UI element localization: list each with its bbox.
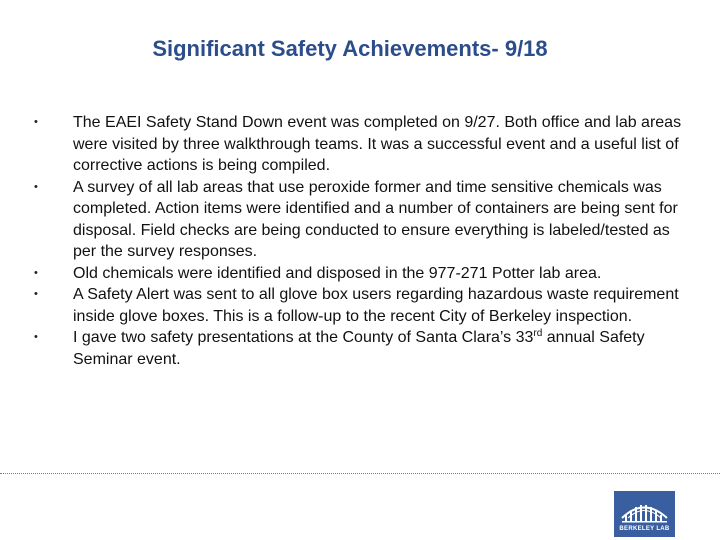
footer-divider bbox=[0, 473, 720, 474]
bullet-text: A Safety Alert was sent to all glove box users regarding hazardous waste requirement inside glove boxes. This is a follow-up to the recent City of Berkeley inspection. bbox=[73, 286, 679, 325]
slide-title: Significant Safety Achievements- 9/18 bbox=[152, 36, 548, 61]
bullet-icon: • bbox=[34, 331, 38, 343]
bullet-item-old-chemicals bbox=[34, 263, 684, 285]
bullet-text: The EAEI Safety Stand Down event was completed on 9/27. Both office and lab areas were visited by three walkthrough teams. It was a successful event and a useful list of corrective actions is being compiled. bbox=[73, 114, 682, 174]
berkeley-lab-logo bbox=[614, 491, 675, 537]
ordinal-superscript: rd bbox=[533, 328, 543, 339]
bullet-list bbox=[34, 112, 684, 370]
bullet-item-safety-alert bbox=[34, 284, 684, 327]
bullet-icon: • bbox=[34, 180, 38, 193]
bullet-item-stand-down bbox=[34, 112, 684, 177]
bullet-icon: • bbox=[34, 116, 38, 128]
bullet-text: Old chemicals were identified and disposed in the 977-271 Potter lab area. bbox=[73, 264, 602, 282]
bullet-icon: • bbox=[34, 288, 38, 300]
logo-label: BERKELEY LAB bbox=[619, 526, 670, 532]
bullet-item-peroxide-survey bbox=[34, 177, 684, 263]
bullet-text: A survey of all lab areas that use peroxide former and time sensitive chemicals was completed. Action items were identified and a number of containers are being sent for disposal. Field checks are being conducted to ensure everything is labeled/tested as per the survey responses. bbox=[73, 178, 678, 260]
bullet-item-presentations bbox=[34, 327, 684, 370]
bullet-text-before: I gave two safety presentations at the County of Santa Clara’s 33 bbox=[73, 329, 534, 346]
bullet-icon: • bbox=[34, 266, 38, 279]
bullet-text-after: annual Safety Seminar event. bbox=[73, 329, 645, 368]
